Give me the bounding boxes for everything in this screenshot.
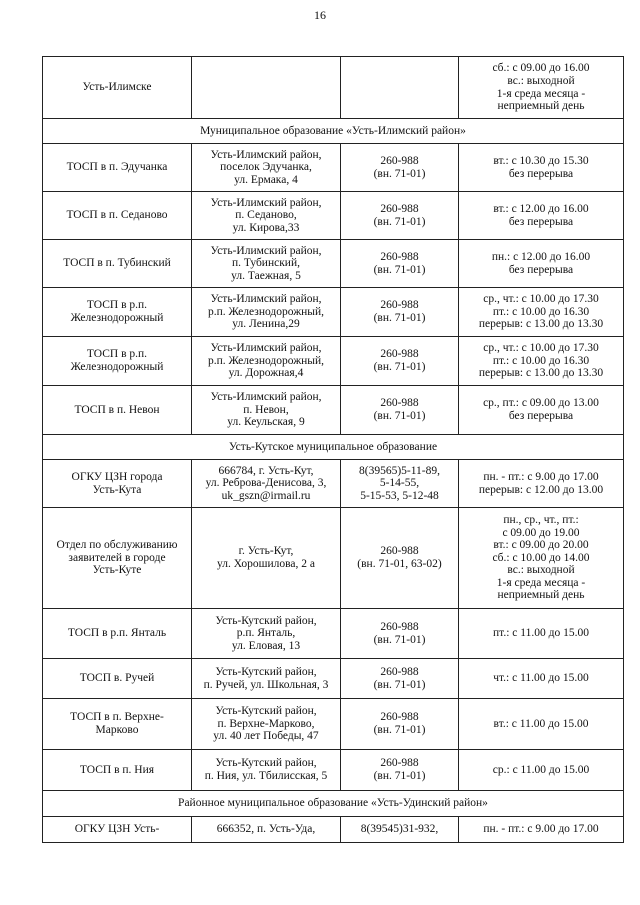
address-cell: Усть-Илимский район, р.п. Железнодорожный, ул. Дорожная,4 (192, 337, 341, 386)
schedule-cell: пн., ср., чт., пт.: с 09.00 до 19.00 вт.: с 09.00 до 20.00 сб.: с 10.00 до 14.00 вс.: выходной 1-я среда месяца - неприемный день (459, 508, 624, 609)
table-body (43, 57, 624, 843)
schedule-cell: чт.: с 11.00 до 15.00 (459, 659, 624, 699)
phone-cell: 260-988 (вн. 71-01) (341, 659, 459, 699)
section-title: Районное муниципальное образование «Усть-Удинский район» (43, 791, 624, 817)
address-cell: г. Усть-Кут, ул. Хорошилова, 2 а (192, 508, 341, 609)
address-cell (192, 57, 341, 119)
schedule-cell: пн.: с 12.00 до 16.00 без перерыва (459, 240, 624, 288)
offices-table (42, 56, 624, 843)
office-name-cell: ОГКУ ЦЗН Усть- (43, 817, 192, 843)
section-title: Муниципальное образование «Усть-Илимский район» (43, 119, 624, 144)
section-header-row (43, 435, 624, 460)
phone-cell: 260-988 (вн. 71-01) (341, 609, 459, 659)
office-name-cell: ТОСП в. Ручей (43, 659, 192, 699)
table-row (43, 750, 624, 791)
office-name-cell: ТОСП в р.п. Железнодорожный (43, 288, 192, 337)
address-cell: 666352, п. Усть-Уда, (192, 817, 341, 843)
section-header-row (43, 791, 624, 817)
phone-cell: 260-988 (вн. 71-01) (341, 699, 459, 750)
address-cell: Усть-Илимский район, п. Невон, ул. Кеульская, 9 (192, 386, 341, 435)
table-row (43, 659, 624, 699)
phone-cell: 260-988 (вн. 71-01) (341, 288, 459, 337)
phone-cell: 260-988 (вн. 71-01) (341, 240, 459, 288)
phone-cell: 260-988 (вн. 71-01) (341, 192, 459, 240)
office-name-cell: ТОСП в п. Эдучанка (43, 144, 192, 192)
address-cell: Усть-Кутский район, р.п. Янталь, ул. Еловая, 13 (192, 609, 341, 659)
table-row (43, 57, 624, 119)
phone-cell (341, 57, 459, 119)
schedule-cell: вт.: с 11.00 до 15.00 (459, 699, 624, 750)
section-title: Усть-Кутское муниципальное образование (43, 435, 624, 460)
office-name-cell: ТОСП в п. Ния (43, 750, 192, 791)
table-row (43, 609, 624, 659)
phone-cell: 8(39545)31-932, (341, 817, 459, 843)
table-row (43, 337, 624, 386)
schedule-cell: ср., чт.: с 10.00 до 17.30 пт.: с 10.00 до 16.30 перерыв: с 13.00 до 13.30 (459, 337, 624, 386)
office-name-cell: ТОСП в р.п. Янталь (43, 609, 192, 659)
table-row (43, 192, 624, 240)
office-name-cell: ТОСП в р.п. Железнодорожный (43, 337, 192, 386)
table-row (43, 288, 624, 337)
office-name-cell: ТОСП в п. Тубинский (43, 240, 192, 288)
table-row (43, 144, 624, 192)
schedule-cell: вт.: с 12.00 до 16.00 без перерыва (459, 192, 624, 240)
office-name-cell: Усть-Илимске (43, 57, 192, 119)
office-name-cell: ТОСП в п. Невон (43, 386, 192, 435)
section-header-row (43, 119, 624, 144)
address-cell: Усть-Кутский район, п. Ручей, ул. Школьная, 3 (192, 659, 341, 699)
address-cell: 666784, г. Усть-Кут, ул. Реброва-Денисова, 3, uk_gszn@irmail.ru (192, 460, 341, 508)
table-row (43, 240, 624, 288)
page-number: 16 (314, 8, 326, 22)
table-row (43, 817, 624, 843)
phone-cell: 260-988 (вн. 71-01) (341, 750, 459, 791)
address-cell: Усть-Илимский район, п. Тубинский, ул. Таежная, 5 (192, 240, 341, 288)
table-row (43, 386, 624, 435)
address-cell: Усть-Илимский район, р.п. Железнодорожный, ул. Ленина,29 (192, 288, 341, 337)
phone-cell: 260-988 (вн. 71-01) (341, 386, 459, 435)
address-cell: Усть-Кутский район, п. Верхне-Марково, ул. 40 лет Победы, 47 (192, 699, 341, 750)
schedule-cell: вт.: с 10.30 до 15.30 без перерыва (459, 144, 624, 192)
office-name-cell: Отдел по обслуживанию заявителей в городе Усть-Куте (43, 508, 192, 609)
phone-cell: 260-988 (вн. 71-01, 63-02) (341, 508, 459, 609)
phone-cell: 260-988 (вн. 71-01) (341, 144, 459, 192)
schedule-cell: пн. - пт.: с 9.00 до 17.00 (459, 817, 624, 843)
phone-cell: 8(39565)5-11-89, 5-14-55, 5-15-53, 5-12-48 (341, 460, 459, 508)
table-row (43, 508, 624, 609)
schedule-cell: пн. - пт.: с 9.00 до 17.00 перерыв: с 12.00 до 13.00 (459, 460, 624, 508)
table-row (43, 699, 624, 750)
office-name-cell: ОГКУ ЦЗН города Усть-Кута (43, 460, 192, 508)
address-cell: Усть-Илимский район, п. Седаново, ул. Кирова,33 (192, 192, 341, 240)
schedule-cell: ср.: с 11.00 до 15.00 (459, 750, 624, 791)
schedule-cell: пт.: с 11.00 до 15.00 (459, 609, 624, 659)
schedule-cell: ср., чт.: с 10.00 до 17.30 пт.: с 10.00 до 16.30 перерыв: с 13.00 до 13.30 (459, 288, 624, 337)
address-cell: Усть-Илимский район, поселок Эдучанка, ул. Ермака, 4 (192, 144, 341, 192)
phone-cell: 260-988 (вн. 71-01) (341, 337, 459, 386)
schedule-cell: сб.: с 09.00 до 16.00 вс.: выходной 1-я среда месяца - неприемный день (459, 57, 624, 119)
schedule-cell: ср., пт.: с 09.00 до 13.00 без перерыва (459, 386, 624, 435)
address-cell: Усть-Кутский район, п. Ния, ул. Тбилисская, 5 (192, 750, 341, 791)
office-name-cell: ТОСП в п. Верхне- Марково (43, 699, 192, 750)
table-row (43, 460, 624, 508)
office-name-cell: ТОСП в п. Седаново (43, 192, 192, 240)
